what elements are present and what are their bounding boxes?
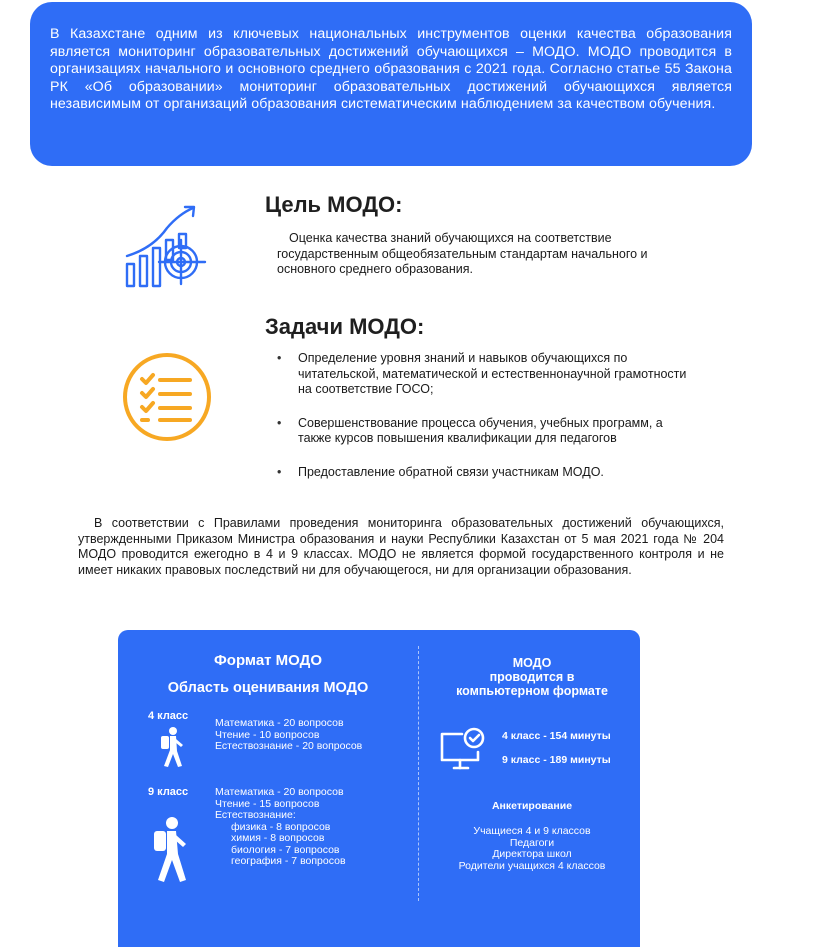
list-item: физика - 8 вопросов: [231, 820, 331, 833]
grade-4-subjects: [215, 718, 362, 753]
list-item: Чтение - 10 вопросов: [215, 728, 320, 741]
list-item: Педагоги: [509, 836, 555, 849]
assessment-area-title: Область оценивания МОДО: [167, 680, 369, 696]
survey-list: [424, 826, 640, 872]
duration-grade-4: 4 класс - 154 минуты: [502, 730, 611, 742]
list-item: Естествознание:: [215, 809, 296, 821]
list-item: • Предоставление обратной связи участникам МОДО.: [276, 465, 696, 481]
format-panel: [118, 630, 640, 947]
goal-text: Оценка качества знаний обучающихся на соответствие государственным общеобязательным стандартам начального и основного среднего образования.: [277, 231, 648, 276]
student-walking-icon: [150, 816, 190, 886]
rules-paragraph: В соответствии с Правилами проведения мониторинга образовательных достижений обучающихся, утвержденными Приказом Министра образования и науки Республики Казахстан от 5 мая 2021 года № 204 МОДО проводится ежегодно в 4 и 9 классах. МОДО не является формой государственного контроля и не имеет никаких правовых последствий ни для обучающегося, ни для организации образования.: [78, 516, 724, 577]
intro-text: В Казахстане одним из ключевых национальных инструментов оценки качества образования является мониторинг образовательных достижений обучающихся – МОДО. МОДО проводится в организациях начального и основного среднего образования с 2021 года. Согласно статье 55 Закона РК «Об образовании» мониторинг образовательных достижений обучающихся является независимым от организаций образования систематическим наблюдением за качеством обучения.: [50, 26, 732, 112]
list-item: • Совершенствование процесса обучения, учебных программ, а также курсов повышения квалификации для педагогов: [276, 416, 696, 447]
duration-grade-9: 9 класс - 189 минуты: [502, 754, 611, 766]
computer-format-heading: [424, 656, 640, 698]
list-item: Родители учащихся 4 классов: [458, 859, 606, 872]
format-title: Формат МОДО: [213, 652, 322, 669]
list-item: Естествознание - 20 вопросов: [215, 740, 363, 752]
grade-9-subjects: [215, 787, 346, 868]
list-item: • Определение уровня знаний и навыков обучающихся по читательской, математической и естественнонаучной грамотности на соответствие ГОСО;: [276, 351, 696, 398]
tasks-title: Задачи МОДО:: [265, 314, 425, 339]
checklist-icon: [120, 350, 214, 444]
list-item: Математика - 20 вопросов: [215, 786, 344, 798]
tasks-list: [276, 351, 696, 498]
goal-title: Цель МОДО:: [265, 192, 403, 217]
monitor-check-icon: [438, 726, 486, 774]
list-item: Математика - 20 вопросов: [215, 717, 344, 729]
computer-line-2: проводится в: [489, 670, 575, 684]
computer-line-3: компьютерном формате: [456, 684, 608, 698]
dashed-divider: [418, 646, 419, 901]
grade-9-label: 9 класс: [148, 786, 189, 798]
list-item: Директора школ: [492, 848, 572, 860]
list-item: Чтение - 15 вопросов: [215, 797, 320, 810]
list-item: Учащиеся 4 и 9 классов: [473, 825, 591, 837]
list-item: химия - 8 вопросов: [231, 832, 325, 844]
student-walking-icon: [158, 726, 186, 770]
intro-banner: [30, 2, 752, 166]
growth-target-icon: [123, 204, 209, 290]
survey-title: Анкетирование: [491, 800, 573, 812]
computer-line-1: МОДО: [512, 656, 552, 670]
list-item: биология - 7 вопросов: [231, 843, 340, 856]
list-item: география - 7 вопросов: [231, 855, 346, 867]
grade-4-label: 4 класс: [148, 710, 189, 722]
